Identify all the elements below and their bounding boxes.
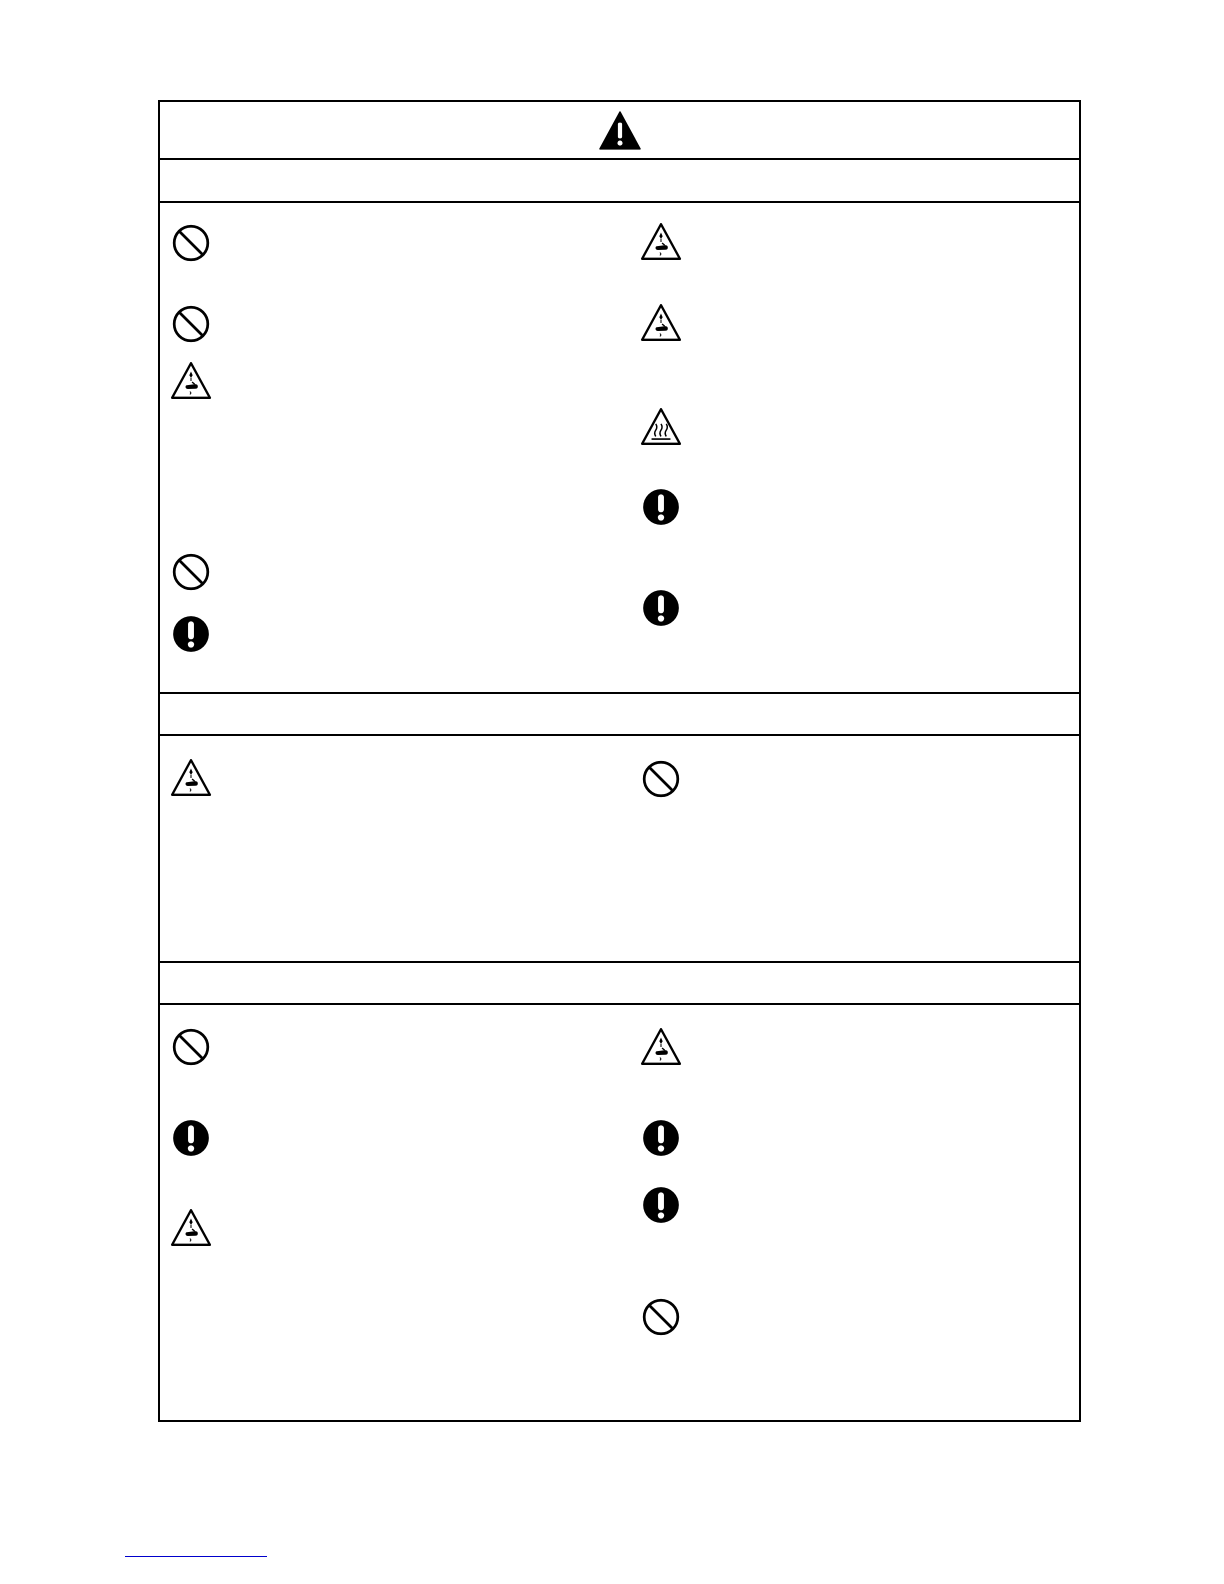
- footnote-rule: [125, 1556, 267, 1557]
- hot-surface-warning-icon: [640, 406, 682, 448]
- hand-injury-warning-icon: [170, 1207, 212, 1249]
- mandatory-action-icon: [640, 1184, 682, 1226]
- divider: [158, 734, 1081, 736]
- warning-triangle-icon: [599, 110, 641, 152]
- hand-injury-warning-icon: [640, 1026, 682, 1068]
- mandatory-action-icon: [640, 587, 682, 629]
- divider: [158, 158, 1081, 160]
- hand-injury-warning-icon: [640, 302, 682, 344]
- mandatory-action-icon: [640, 486, 682, 528]
- hand-injury-warning-icon: [170, 360, 212, 402]
- prohibition-icon: [170, 1026, 212, 1068]
- prohibition-icon: [170, 303, 212, 345]
- hand-injury-warning-icon: [640, 221, 682, 263]
- divider: [158, 1003, 1081, 1005]
- safety-precautions-table: [158, 100, 1081, 1422]
- mandatory-action-icon: [170, 613, 212, 655]
- section-title-2: [172, 694, 1062, 734]
- prohibition-icon: [640, 758, 682, 800]
- section-title-3: [172, 963, 1062, 1003]
- mandatory-action-icon: [170, 1117, 212, 1159]
- hand-injury-warning-icon: [170, 757, 212, 799]
- mandatory-action-icon: [640, 1117, 682, 1159]
- divider: [158, 201, 1081, 203]
- prohibition-icon: [170, 551, 212, 593]
- table-header: [160, 102, 1079, 159]
- prohibition-icon: [170, 222, 212, 264]
- prohibition-icon: [640, 1296, 682, 1338]
- section-title-1: [172, 161, 1062, 201]
